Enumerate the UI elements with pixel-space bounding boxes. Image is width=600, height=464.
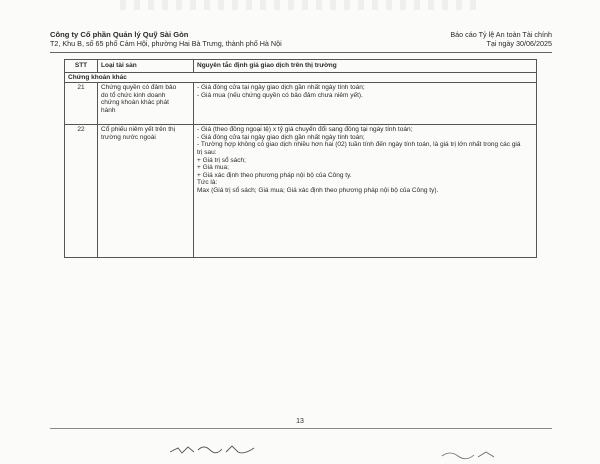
- row-asset: [98, 83, 194, 125]
- rule-line: - Giá đóng cửa tại ngày giao dịch gần nhất ngày tính toán;: [197, 133, 365, 141]
- rule-line: - Giá (theo đồng ngoại tệ) x tỷ giá chuyển đổi sang đồng tại ngày tính toán;: [197, 126, 413, 134]
- rule-line: trị sau:: [197, 148, 217, 156]
- report-header: [450, 30, 552, 48]
- header-asset-type: Loại tài sản: [98, 60, 194, 73]
- rule-line: + Giá mua;: [197, 164, 229, 172]
- header-stt: STT: [65, 60, 98, 73]
- section-row: [65, 72, 537, 83]
- table-row: [65, 83, 537, 125]
- header-valuation-rule: Nguyên tắc định giá giao dịch trên thị trường: [194, 60, 537, 73]
- asset-line: Cổ phiếu niêm yết trên thị: [101, 126, 176, 134]
- scan-smudge: [120, 0, 480, 10]
- footer-divider: [50, 428, 552, 429]
- report-date: Tại ngày 30/06/2025: [486, 39, 552, 48]
- row-stt: 22: [65, 125, 98, 258]
- table-row: [65, 125, 537, 258]
- valuation-table: [64, 59, 537, 258]
- initials-signature: [168, 440, 258, 458]
- rule-line: + Giá xác định theo phương pháp nội bộ của Công ty.: [197, 171, 352, 179]
- rule-line: Max (Giá trị sổ sách; Giá mua; Giá xác định theo phương pháp nội bộ của Công ty).: [197, 186, 439, 194]
- company-header: [50, 30, 282, 48]
- rule-line: + Giá trị sổ sách;: [197, 156, 246, 164]
- rule-line: - Giá mua (nếu chứng quyền có bảo đảm chưa niêm yết).: [197, 91, 363, 99]
- rule-line: Tức là:: [197, 179, 218, 187]
- rule-line: - Trường hợp không có giao dịch nhiều hơn hai (02) tuần tính đến ngày tính toán, là giá trị lớn nhất trong các giá: [197, 141, 521, 149]
- report-title: Báo cáo Tỷ lệ An toàn Tài chính: [450, 30, 552, 39]
- page-number: 13: [296, 418, 304, 425]
- header-divider: [50, 52, 552, 53]
- row-rules: [194, 125, 537, 258]
- row-rules: [194, 83, 537, 125]
- asset-line: do tổ chức kinh doanh: [101, 91, 166, 99]
- asset-line: hành: [101, 106, 116, 114]
- asset-line: Chứng quyền có đảm bảo: [101, 84, 177, 92]
- asset-line: chứng khoán khác phát: [101, 99, 169, 107]
- section-title: Chứng khoán khác: [65, 72, 537, 83]
- rule-line: - Giá đóng cửa tại ngày giao dịch gần nhất ngày tính toán;: [197, 84, 365, 92]
- asset-line: trường nước ngoài: [101, 133, 156, 141]
- row-asset: [98, 125, 194, 258]
- company-name: Công ty Cổ phần Quản lý Quỹ Sài Gòn: [50, 30, 189, 39]
- company-address: T2, Khu B, số 65 phố Cảm Hội, phường Hai Bà Trưng, thành phố Hà Nội: [50, 39, 282, 48]
- row-stt: 21: [65, 83, 98, 125]
- initials-signature: [440, 448, 500, 460]
- table-header-row: [65, 60, 537, 73]
